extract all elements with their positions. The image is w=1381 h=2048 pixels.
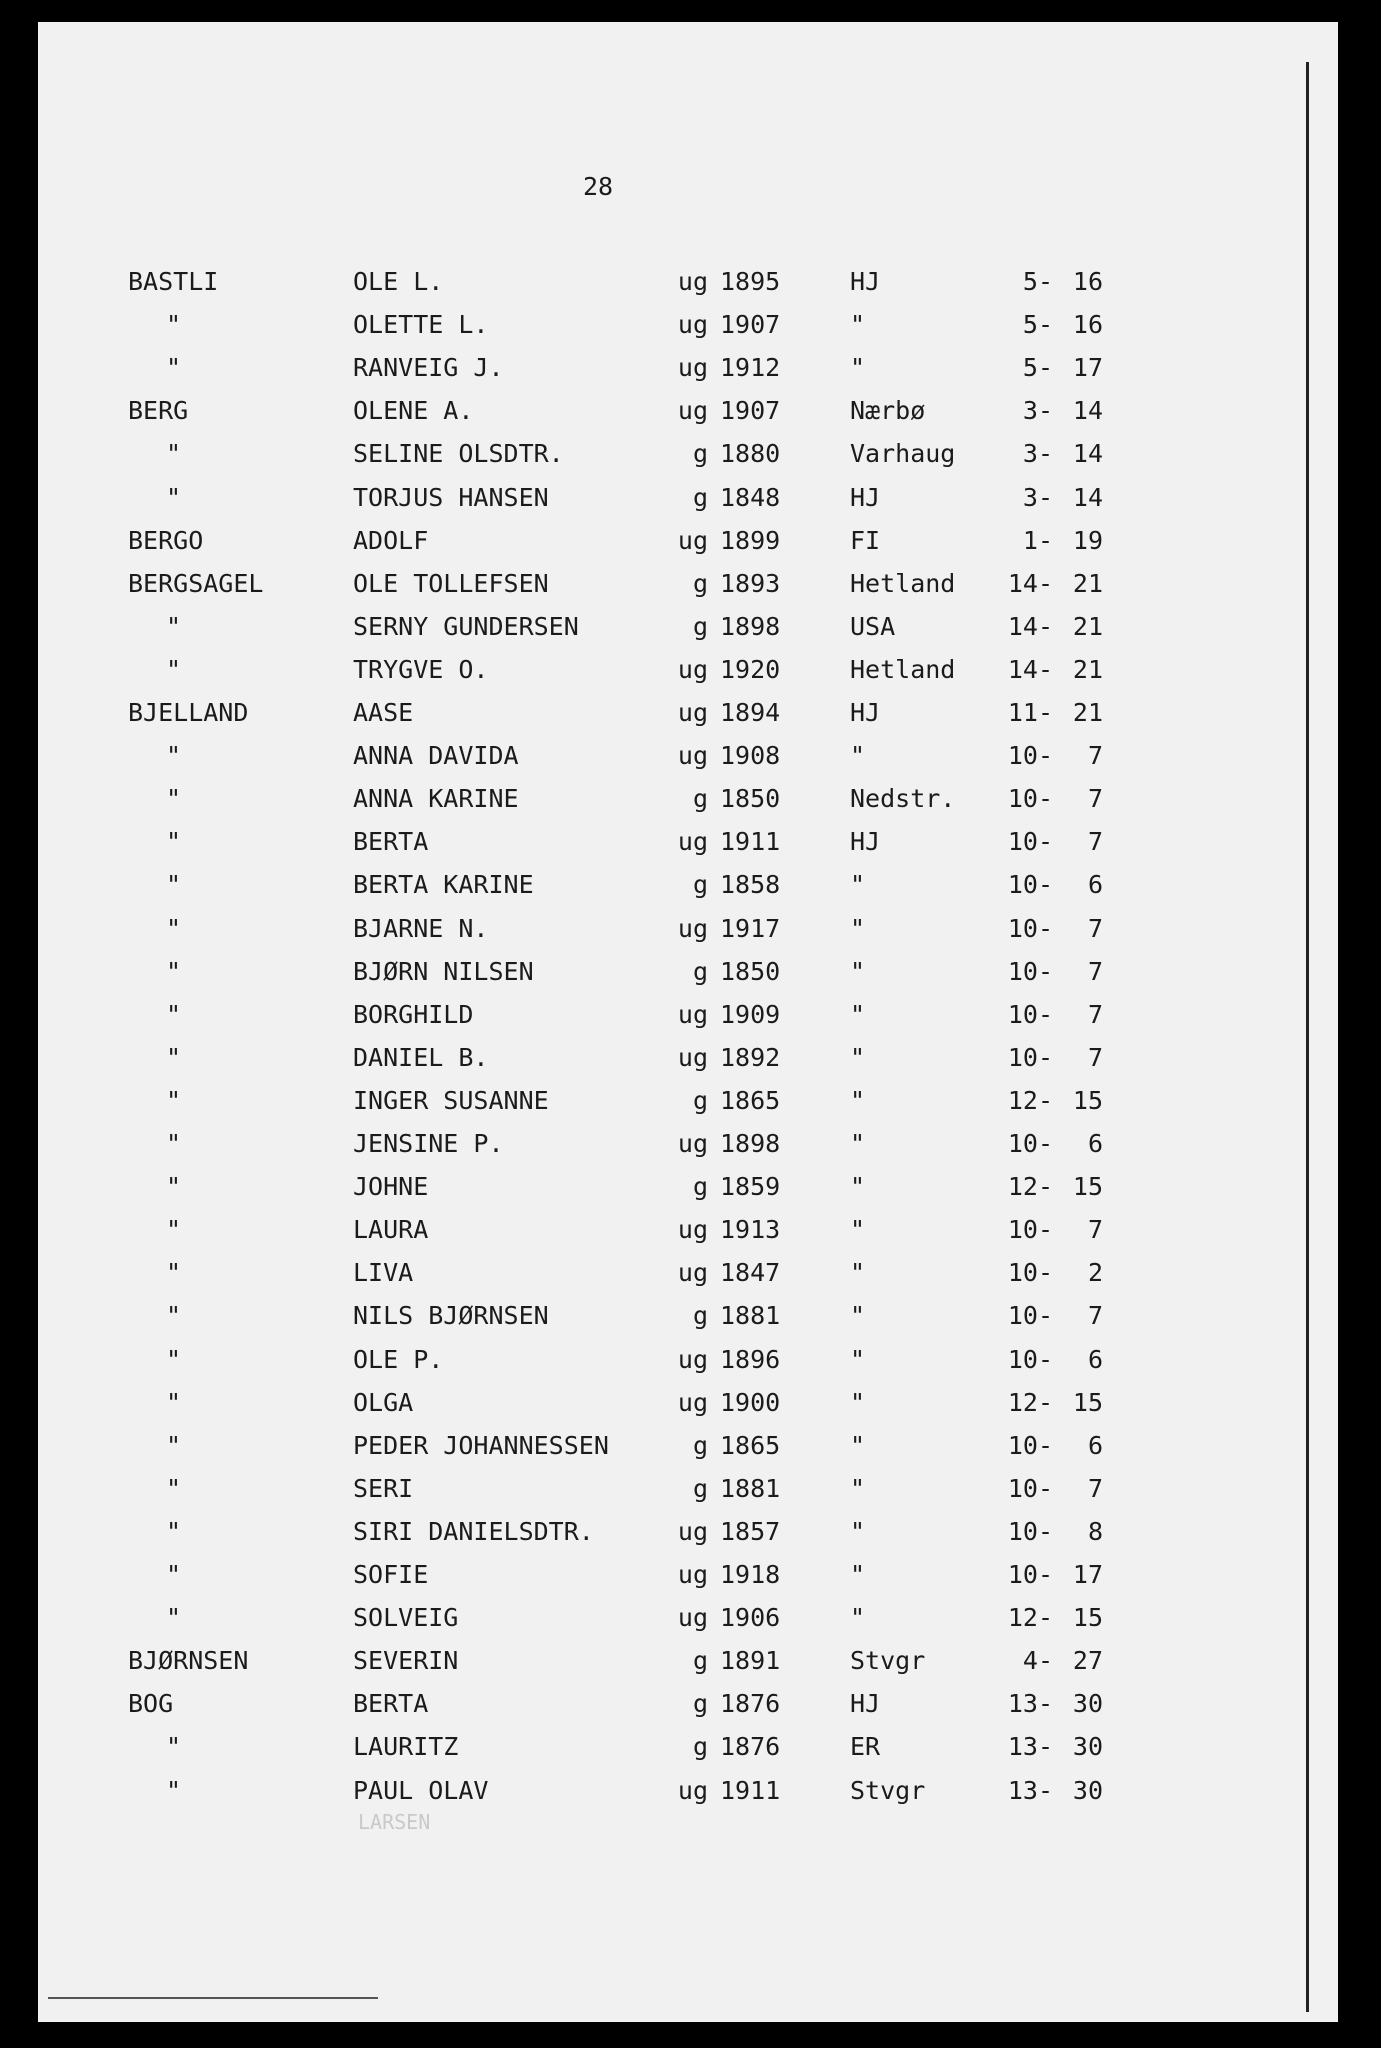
entry-row: [38, 1215, 1288, 1249]
given-name-cell: SELINE OLSDTR.: [353, 439, 564, 469]
marital-status-cell: ug: [677, 396, 708, 426]
marital-status-cell: g: [692, 956, 708, 986]
birth-year-cell: 1848: [720, 482, 781, 512]
reference-a-cell: 5-: [1022, 267, 1053, 296]
birth-year-cell: 1900: [720, 1387, 781, 1417]
place-cell: ": [850, 956, 866, 986]
surname-cell: ": [166, 482, 182, 512]
given-name-cell: JENSINE P.: [353, 1129, 504, 1158]
entry-row: [38, 1474, 1288, 1508]
reference-b-cell: 17: [1072, 353, 1103, 383]
given-name-cell: RANVEIG J.: [353, 353, 504, 383]
birth-year-cell: 1859: [720, 1172, 781, 1202]
birth-year-cell: 1917: [720, 913, 781, 943]
reference-b-cell: 21: [1072, 611, 1103, 641]
birth-year-cell: 1913: [720, 1215, 781, 1245]
entry-row: [38, 1603, 1288, 1637]
birth-year-cell: 1896: [720, 1344, 781, 1374]
given-name-cell: SERI: [353, 1473, 414, 1503]
given-name-cell: SIRI DANIELSDTR.: [353, 1516, 594, 1546]
marital-status-cell: ug: [677, 1042, 708, 1072]
surname-cell: BASTLI: [128, 267, 219, 296]
reference-a-cell: 10-: [1007, 1560, 1053, 1589]
surname-cell: ": [166, 1560, 182, 1589]
reference-b-cell: 21: [1072, 698, 1103, 727]
birth-year-cell: 1857: [720, 1516, 781, 1546]
surname-cell: ": [166, 1085, 182, 1115]
page-edge-line: [1306, 62, 1309, 2012]
place-cell: HJ: [850, 267, 881, 296]
reference-b-cell: 15: [1072, 1172, 1103, 1202]
given-name-cell: SOLVEIG: [353, 1603, 459, 1633]
reference-b-cell: 7: [1087, 999, 1103, 1029]
place-cell: Hetland: [850, 568, 956, 598]
given-name-cell: OLENE A.: [353, 396, 474, 426]
surname-cell: ": [166, 1301, 182, 1331]
reference-b-cell: 7: [1087, 1042, 1103, 1072]
given-name-cell: BERTA: [353, 1689, 429, 1719]
reference-b-cell: 7: [1087, 1301, 1103, 1331]
bottom-rule: [48, 1997, 378, 1999]
birth-year-cell: 1908: [720, 741, 781, 771]
reference-a-cell: 3-: [1022, 439, 1053, 469]
place-cell: ": [850, 1430, 866, 1460]
birth-year-cell: 1880: [720, 439, 781, 469]
birth-year-cell: 1850: [720, 956, 781, 986]
reference-a-cell: 10-: [1007, 913, 1053, 943]
surname-cell: BERGO: [128, 525, 204, 555]
reference-b-cell: 8: [1087, 1516, 1103, 1546]
birth-year-cell: 1898: [720, 611, 781, 641]
marital-status-cell: ug: [677, 654, 708, 684]
marital-status-cell: ug: [677, 1603, 708, 1633]
entry-row: [38, 1388, 1288, 1422]
given-name-cell: DANIEL B.: [353, 1042, 489, 1072]
marital-status-cell: ug: [677, 1387, 708, 1417]
reference-b-cell: 21: [1072, 568, 1103, 598]
birth-year-cell: 1920: [720, 654, 781, 684]
birth-year-cell: 1891: [720, 1646, 781, 1676]
entry-row: [38, 310, 1288, 344]
marital-status-cell: ug: [677, 827, 708, 857]
reference-b-cell: 19: [1072, 525, 1103, 555]
place-cell: ": [850, 1258, 866, 1288]
marital-status-cell: ug: [677, 741, 708, 771]
place-cell: ": [850, 870, 866, 900]
surname-cell: ": [166, 654, 182, 684]
place-cell: ": [850, 913, 866, 943]
surname-cell: ": [166, 1473, 182, 1503]
reference-b-cell: 7: [1087, 741, 1103, 771]
surname-cell: ": [166, 999, 182, 1029]
surname-cell: ": [166, 1129, 182, 1158]
given-name-cell: BERTA KARINE: [353, 870, 534, 900]
given-name-cell: OLE L.: [353, 267, 444, 296]
reference-b-cell: 14: [1072, 439, 1103, 469]
birth-year-cell: 1899: [720, 525, 781, 555]
reference-b-cell: 6: [1087, 1344, 1103, 1374]
marital-status-cell: g: [692, 1689, 708, 1719]
marital-status-cell: ug: [677, 913, 708, 943]
reference-b-cell: 17: [1072, 1560, 1103, 1589]
reference-b-cell: 16: [1072, 267, 1103, 296]
birth-year-cell: 1906: [720, 1603, 781, 1633]
given-name-cell: INGER SUSANNE: [353, 1085, 549, 1115]
entry-row: [38, 741, 1288, 775]
given-name-cell: TORJUS HANSEN: [353, 482, 549, 512]
reference-a-cell: 10-: [1007, 827, 1053, 857]
marital-status-cell: ug: [677, 1775, 708, 1805]
reference-a-cell: 10-: [1007, 784, 1053, 814]
entry-row: [38, 698, 1288, 732]
place-cell: Hetland: [850, 654, 956, 684]
birth-year-cell: 1847: [720, 1258, 781, 1288]
entry-row: [38, 1776, 1288, 1810]
reference-a-cell: 3-: [1022, 396, 1053, 426]
place-cell: ": [850, 1560, 866, 1589]
surname-cell: ": [166, 1775, 182, 1805]
place-cell: Nærbø: [850, 396, 926, 426]
entry-row: [38, 526, 1288, 560]
entry-row: [38, 1043, 1288, 1077]
marital-status-cell: g: [692, 1473, 708, 1503]
given-name-cell: LAURA: [353, 1215, 429, 1245]
given-name-cell: OLETTE L.: [353, 310, 489, 340]
birth-year-cell: 1912: [720, 353, 781, 383]
reference-a-cell: 3-: [1022, 482, 1053, 512]
entry-row: [38, 1301, 1288, 1335]
reference-a-cell: 12-: [1007, 1387, 1053, 1417]
marital-status-cell: g: [692, 439, 708, 469]
birth-year-cell: 1918: [720, 1560, 781, 1589]
surname-cell: ": [166, 1344, 182, 1374]
reference-a-cell: 14-: [1007, 568, 1053, 598]
reference-b-cell: 14: [1072, 482, 1103, 512]
reference-a-cell: 10-: [1007, 1258, 1053, 1288]
reference-b-cell: 30: [1072, 1775, 1103, 1805]
place-cell: ": [850, 1603, 866, 1633]
reference-b-cell: 6: [1087, 1129, 1103, 1158]
entry-row: [38, 569, 1288, 603]
reference-a-cell: 10-: [1007, 741, 1053, 771]
reference-a-cell: 10-: [1007, 999, 1053, 1029]
marital-status-cell: ug: [677, 1258, 708, 1288]
birth-year-cell: 1894: [720, 698, 781, 727]
place-cell: HJ: [850, 827, 881, 857]
reference-b-cell: 2: [1087, 1258, 1103, 1288]
birth-year-cell: 1895: [720, 267, 781, 296]
surname-cell: ": [166, 913, 182, 943]
surname-cell: BJELLAND: [128, 698, 249, 727]
birth-year-cell: 1876: [720, 1732, 781, 1762]
place-cell: Varhaug: [850, 439, 956, 469]
given-name-cell: SOFIE: [353, 1560, 429, 1589]
birth-year-cell: 1865: [720, 1085, 781, 1115]
place-cell: ": [850, 999, 866, 1029]
birth-year-cell: 1907: [720, 396, 781, 426]
surname-cell: BERG: [128, 396, 189, 426]
birth-year-cell: 1850: [720, 784, 781, 814]
reference-b-cell: 30: [1072, 1732, 1103, 1762]
given-name-cell: BORGHILD: [353, 999, 474, 1029]
place-cell: ": [850, 310, 866, 340]
marital-status-cell: g: [692, 568, 708, 598]
reference-b-cell: 7: [1087, 956, 1103, 986]
marital-status-cell: ug: [677, 310, 708, 340]
given-name-cell: TRYGVE O.: [353, 654, 489, 684]
reference-b-cell: 14: [1072, 396, 1103, 426]
entry-row: [38, 914, 1288, 948]
reference-a-cell: 10-: [1007, 1301, 1053, 1331]
reference-b-cell: 6: [1087, 870, 1103, 900]
reference-a-cell: 12-: [1007, 1603, 1053, 1633]
given-name-cell: NILS BJØRNSEN: [353, 1301, 549, 1331]
given-name-cell: BERTA: [353, 827, 429, 857]
page-number: 28: [583, 172, 614, 201]
given-name-cell: ANNA KARINE: [353, 784, 519, 814]
reference-b-cell: 21: [1072, 654, 1103, 684]
birth-year-cell: 1881: [720, 1301, 781, 1331]
birth-year-cell: 1893: [720, 568, 781, 598]
reference-b-cell: 15: [1072, 1387, 1103, 1417]
reference-b-cell: 7: [1087, 1215, 1103, 1245]
reference-a-cell: 5-: [1022, 310, 1053, 340]
marital-status-cell: ug: [677, 1129, 708, 1158]
surname-cell: ": [166, 1430, 182, 1460]
given-name-cell: ADOLF: [353, 525, 429, 555]
surname-cell: ": [166, 956, 182, 986]
entry-row: [38, 439, 1288, 473]
birth-year-cell: 1911: [720, 827, 781, 857]
reference-a-cell: 13-: [1007, 1732, 1053, 1762]
reference-a-cell: 14-: [1007, 611, 1053, 641]
surname-cell: ": [166, 1042, 182, 1072]
marital-status-cell: g: [692, 1085, 708, 1115]
place-cell: ": [850, 1301, 866, 1331]
reference-b-cell: 16: [1072, 310, 1103, 340]
entry-row: [38, 267, 1288, 301]
reference-b-cell: 6: [1087, 1430, 1103, 1460]
entry-row: [38, 1431, 1288, 1465]
surname-cell: ": [166, 870, 182, 900]
reference-a-cell: 13-: [1007, 1775, 1053, 1805]
surname-cell: ": [166, 784, 182, 814]
entry-row: [38, 1258, 1288, 1292]
given-name-cell: BJARNE N.: [353, 913, 489, 943]
reference-b-cell: 15: [1072, 1085, 1103, 1115]
surname-cell: BERGSAGEL: [128, 568, 264, 598]
surname-cell: ": [166, 611, 182, 641]
entry-row: [38, 1732, 1288, 1766]
reference-a-cell: 11-: [1007, 698, 1053, 727]
marital-status-cell: ug: [677, 1516, 708, 1546]
birth-year-cell: 1909: [720, 999, 781, 1029]
place-cell: ": [850, 1473, 866, 1503]
reference-a-cell: 12-: [1007, 1085, 1053, 1115]
marital-status-cell: g: [692, 611, 708, 641]
reference-a-cell: 14-: [1007, 654, 1053, 684]
entry-row: [38, 827, 1288, 861]
reference-a-cell: 4-: [1022, 1646, 1053, 1676]
marital-status-cell: ug: [677, 999, 708, 1029]
reference-a-cell: 10-: [1007, 1129, 1053, 1158]
entry-row: [38, 1646, 1288, 1680]
birth-year-cell: 1876: [720, 1689, 781, 1719]
reference-a-cell: 10-: [1007, 1042, 1053, 1072]
entry-row: [38, 396, 1288, 430]
marital-status-cell: ug: [677, 1560, 708, 1589]
place-cell: HJ: [850, 698, 881, 727]
place-cell: ": [850, 1387, 866, 1417]
given-name-cell: OLGA: [353, 1387, 414, 1417]
marital-status-cell: ug: [677, 698, 708, 727]
entry-row: [38, 784, 1288, 818]
reference-a-cell: 10-: [1007, 870, 1053, 900]
place-cell: Nedstr.: [850, 784, 956, 814]
birth-year-cell: 1898: [720, 1129, 781, 1158]
entry-row: [38, 1560, 1288, 1594]
marital-status-cell: g: [692, 1172, 708, 1202]
marital-status-cell: g: [692, 482, 708, 512]
place-cell: FI: [850, 525, 881, 555]
document-page: [38, 22, 1338, 2022]
given-name-cell: AASE: [353, 698, 414, 727]
reference-a-cell: 5-: [1022, 353, 1053, 383]
place-cell: ": [850, 741, 866, 771]
surname-cell: ": [166, 1172, 182, 1202]
surname-cell: ": [166, 741, 182, 771]
surname-cell: BJØRNSEN: [128, 1646, 249, 1676]
reference-a-cell: 12-: [1007, 1172, 1053, 1202]
reference-a-cell: 10-: [1007, 1473, 1053, 1503]
marital-status-cell: ug: [677, 267, 708, 296]
surname-cell: ": [166, 1603, 182, 1633]
place-cell: ": [850, 1085, 866, 1115]
reference-a-cell: 13-: [1007, 1689, 1053, 1719]
place-cell: HJ: [850, 482, 881, 512]
reference-a-cell: 10-: [1007, 1430, 1053, 1460]
surname-cell: ": [166, 1516, 182, 1546]
marital-status-cell: ug: [677, 1344, 708, 1374]
marital-status-cell: g: [692, 784, 708, 814]
reference-b-cell: 7: [1087, 913, 1103, 943]
birth-year-cell: 1881: [720, 1473, 781, 1503]
place-cell: ": [850, 353, 866, 383]
reference-a-cell: 10-: [1007, 956, 1053, 986]
reference-b-cell: 7: [1087, 827, 1103, 857]
given-name-cell: PEDER JOHANNESSEN: [353, 1430, 609, 1460]
marital-status-cell: g: [692, 1646, 708, 1676]
surname-cell: ": [166, 1258, 182, 1288]
marital-status-cell: g: [692, 1301, 708, 1331]
marital-status-cell: ug: [677, 1215, 708, 1245]
marital-status-cell: ug: [677, 353, 708, 383]
place-cell: HJ: [850, 1689, 881, 1719]
place-cell: Stvgr: [850, 1646, 926, 1676]
place-cell: ": [850, 1215, 866, 1245]
birth-year-cell: 1911: [720, 1775, 781, 1805]
reference-b-cell: 27: [1072, 1646, 1103, 1676]
given-name-cell: BJØRN NILSEN: [353, 956, 534, 986]
entry-row: [38, 1172, 1288, 1206]
given-name-cell: SERNY GUNDERSEN: [353, 611, 579, 641]
marital-status-cell: g: [692, 1732, 708, 1762]
place-cell: Stvgr: [850, 1775, 926, 1805]
entry-row: [38, 483, 1288, 517]
place-cell: ": [850, 1129, 866, 1158]
birth-year-cell: 1858: [720, 870, 781, 900]
surname-cell: ": [166, 353, 182, 383]
reference-a-cell: 10-: [1007, 1344, 1053, 1374]
entry-row: [38, 1086, 1288, 1120]
birth-year-cell: 1892: [720, 1042, 781, 1072]
marital-status-cell: ug: [677, 525, 708, 555]
reference-b-cell: 7: [1087, 784, 1103, 814]
place-cell: ": [850, 1172, 866, 1202]
entry-row: [38, 353, 1288, 387]
marital-status-cell: g: [692, 1430, 708, 1460]
surname-cell: ": [166, 1732, 182, 1762]
entry-row: [38, 1345, 1288, 1379]
reference-b-cell: 30: [1072, 1689, 1103, 1719]
birth-year-cell: 1865: [720, 1430, 781, 1460]
place-cell: ": [850, 1516, 866, 1546]
surname-cell: ": [166, 1215, 182, 1245]
surname-cell: ": [166, 827, 182, 857]
entry-row: [38, 1000, 1288, 1034]
birth-year-cell: 1907: [720, 310, 781, 340]
given-name-cell: ANNA DAVIDA: [353, 741, 519, 771]
entry-row: [38, 1517, 1288, 1551]
entry-row: [38, 1689, 1288, 1723]
entry-row: [38, 612, 1288, 646]
given-name-cell: OLE TOLLEFSEN: [353, 568, 549, 598]
given-name-cell: JOHNE: [353, 1172, 429, 1202]
reference-b-cell: 7: [1087, 1473, 1103, 1503]
faded-text: LARSEN: [358, 1810, 431, 1834]
entry-row: [38, 1129, 1288, 1163]
entry-row: [38, 957, 1288, 991]
reference-a-cell: 10-: [1007, 1516, 1053, 1546]
marital-status-cell: g: [692, 870, 708, 900]
place-cell: ": [850, 1042, 866, 1072]
surname-cell: ": [166, 310, 182, 340]
given-name-cell: LIVA: [353, 1258, 414, 1288]
reference-a-cell: 1-: [1022, 525, 1053, 555]
reference-b-cell: 15: [1072, 1603, 1103, 1633]
place-cell: ER: [850, 1732, 881, 1762]
reference-a-cell: 10-: [1007, 1215, 1053, 1245]
given-name-cell: SEVERIN: [353, 1646, 459, 1676]
place-cell: USA: [850, 611, 896, 641]
given-name-cell: OLE P.: [353, 1344, 444, 1374]
entry-row: [38, 655, 1288, 689]
surname-cell: ": [166, 1387, 182, 1417]
surname-cell: ": [166, 439, 182, 469]
surname-cell: BOG: [128, 1689, 174, 1719]
entry-row: [38, 870, 1288, 904]
given-name-cell: PAUL OLAV: [353, 1775, 489, 1805]
given-name-cell: LAURITZ: [353, 1732, 459, 1762]
place-cell: ": [850, 1344, 866, 1374]
